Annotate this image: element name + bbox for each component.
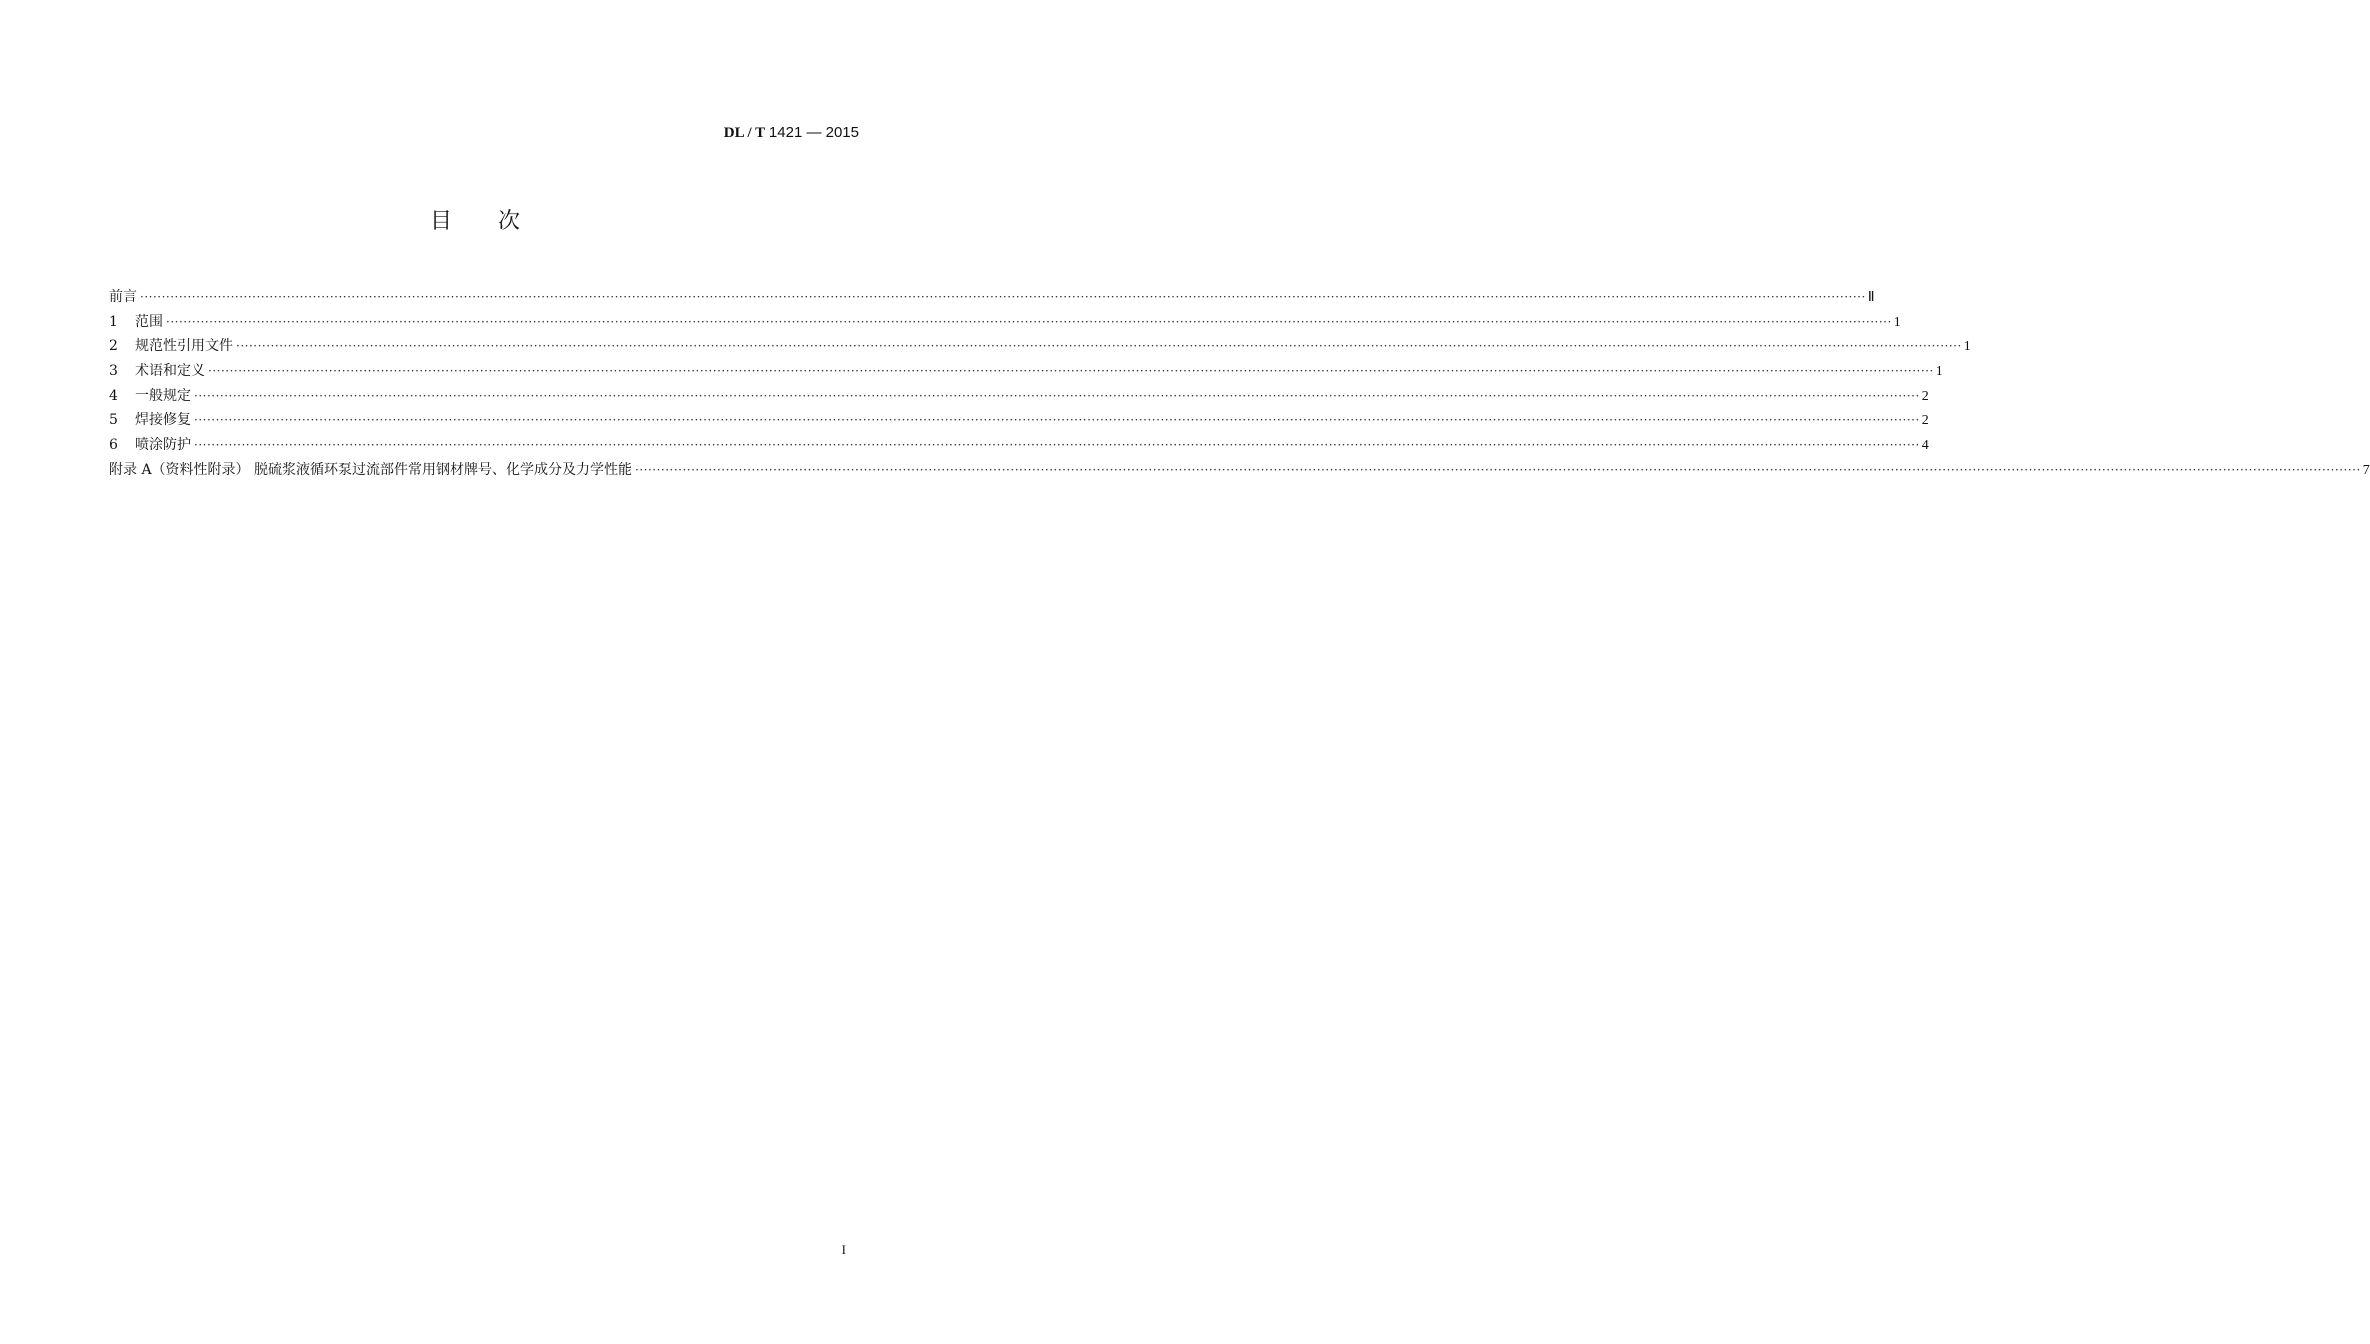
toc-entry-page: 7 [2362, 462, 2370, 478]
toc-entry-page: 1 [1963, 339, 1971, 355]
standard-code-prefix: DL / T [723, 125, 766, 141]
toc-entry-general-rules[interactable] [109, 384, 1929, 409]
table-of-contents [109, 285, 2370, 483]
toc-entry-number: 3 [109, 363, 118, 380]
toc-leader-dots: ················································································································································································································································································································································································································ [194, 438, 1920, 453]
toc-entry-page: 2 [1921, 413, 1929, 429]
toc-entry-number: 1 [109, 313, 118, 330]
toc-entry-label: 焊接修复 [135, 412, 191, 429]
toc-entry-spray-protection[interactable] [109, 433, 1929, 458]
toc-entry-page: 2 [1921, 388, 1929, 404]
toc-entry-number: 2 [109, 338, 118, 355]
toc-entry-weld-repair[interactable] [109, 408, 1929, 433]
toc-entry-foreword[interactable] [109, 285, 1875, 310]
toc-entry-number: 6 [109, 437, 118, 454]
toc-entry-label: 术语和定义 [135, 363, 205, 380]
toc-leader-dots: ················································································································································································································································································································································································································ [194, 388, 1920, 403]
standard-code-number: 1421 — 2015 [768, 124, 859, 141]
toc-entry-scope[interactable] [109, 310, 1901, 335]
toc-entry-number: 4 [109, 387, 118, 404]
toc-entry-terms-definitions[interactable] [109, 359, 1943, 384]
toc-entry-number: 5 [109, 412, 118, 429]
toc-entry-normative-references[interactable] [109, 334, 1971, 359]
toc-entry-page: 1 [1935, 364, 1943, 380]
toc-entry-label: 喷涂防护 [135, 437, 191, 454]
toc-leader-dots: ················································································································································································································································································································································································································ [236, 339, 1962, 354]
page-number: I [841, 1242, 846, 1257]
toc-entry-page: Ⅱ [1867, 290, 1875, 305]
toc-entry-label: 规范性引用文件 [135, 338, 233, 355]
page-title [0, 204, 950, 235]
toc-entry-page: 1 [1893, 314, 1901, 330]
toc-entry-page: 4 [1921, 438, 1929, 454]
toc-entry-label: 附录 A（资料性附录） 脱硫浆液循环泵过流部件常用钢材牌号、化学成分及力学性能 [109, 461, 633, 478]
toc-entry-label: 一般规定 [135, 387, 191, 404]
toc-entry-label: 范围 [135, 313, 163, 330]
toc-entry-appendix-a[interactable] [109, 458, 2370, 483]
page-title-char-1: 目 [429, 209, 452, 234]
toc-leader-dots: ················································································································································································································································································································································································································ [140, 290, 1866, 304]
toc-leader-dots: ················································································································································································································································································································································································································ [166, 314, 1892, 329]
toc-leader-dots: ················································································································································································································································································································································································································ [208, 364, 1934, 379]
toc-leader-dots: ················································································································································································································································································································································································································ [635, 462, 2361, 477]
toc-entry-label: 前言 [109, 289, 137, 305]
toc-leader-dots: ················································································································································································································································································································································································································ [194, 413, 1920, 428]
standard-code [724, 124, 859, 142]
page-title-char-2: 次 [498, 209, 521, 234]
